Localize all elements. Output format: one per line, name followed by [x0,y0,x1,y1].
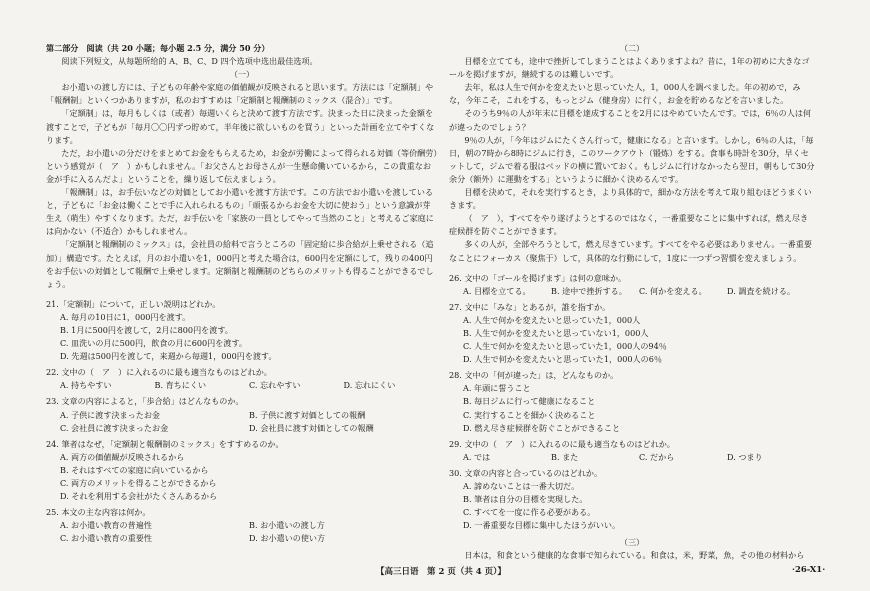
option-22-c[interactable]: C. 忘れやすい [249,380,301,391]
question-22: 22. 文中の（ ア ）に入れるのに最も適当なものはどれか。 [46,367,272,378]
option-30-a[interactable]: A. 諦めないことは一番大切だ。 [463,481,580,491]
option-30-c[interactable]: C. すべてを一度に作る必要がある。 [463,507,596,518]
options-25-ab [46,519,438,532]
option-27-c[interactable]: C. 人生で何かを変えたいと思っていた1，000人の94％ [463,341,667,352]
option-27-a[interactable]: A. 人生で何かを変えたいと思っていた1，000人 [463,314,641,325]
option-21-b[interactable]: B. 1月に500円を渡して，2月に800円を渡す。 [60,324,233,335]
option-26-b[interactable]: B. 途中で挫折する。 [551,285,627,296]
option-22-b[interactable]: B. 育ちにくい [154,380,207,391]
option-30-b[interactable]: B. 筆者は自分の目標を実現した。 [463,494,588,505]
question-25: 25. 本文の主な内容は何か。 [46,507,151,518]
option-29-b[interactable]: B. また [551,451,579,462]
option-24-c[interactable]: C. 両方のメリットを得ることができるから [60,478,217,488]
passage-2-number: （二） [619,43,645,53]
option-29-c[interactable]: C. だから [639,451,675,462]
option-26-c[interactable]: C. 何かを変える。 [639,285,707,296]
option-22-d[interactable]: D. 忘れにくい [343,380,396,391]
passage-1-paragraph: 「定額制と報酬制のミックス」は，会社員の給料で言うところの「固定給に歩合給が上乗せされる（追加）」構造です。たとえば，月のお小遣いを1，000円と考えた場合は，600円を定額にして，残りの400円をお手伝いの対価として報酬で上乗せします。定額制と報酬制のどちらのメリットも得ることができるでしょう。 [46,239,434,289]
option-29-a[interactable]: A. では [463,451,491,462]
passage-1-number: （一） [229,69,255,80]
option-28-c[interactable]: C. 実行することを細かく決めること [463,409,596,420]
passage-2-paragraph: 9％の人が，「今年はジムにたくさん行って，健康になる」と言います。しかし，6％の人は，「毎日，朝の7時から8時にジムに行き，このワークアウト（锻炼）をする。食事も時計を30分，早くセットして，ジムで着る服はベッドの横に置いておく。もしジムに行けなかったら翌日，朝もして30分余分（额外）に運動をする」というように細かく決めるんです。 [449,134,815,184]
option-27-b[interactable]: B. 人生で何かを変えたいと思っていない1，000人 [463,327,649,338]
footer-page-number: 【高三日语 第 2 页（共 4 页）】 [376,567,506,577]
passage-1-paragraph: 「報酬制」は，お手伝いなどの対価としてお小遣いを渡す方法です。この方法でお小遣いを渡していると，子どもに「お金は働くことで手に入れられるもの」「頑張るからお金を大切に使おう」という意識が芽生え（萌生）やすくなります。ただ，お手伝いを「家族の一員としてやって当然のこと」と考えるご家庭には向かない（不适合）かもしれません。 [46,187,434,237]
passage-2-paragraph: 目標を決めて，それを実行するとき，より具体的で，細かな方法を考えて取り組むほどうまくいきます。 [449,187,812,211]
option-29-d[interactable]: D. つまり [727,451,763,462]
option-25-d[interactable]: D. お小遣いの使い方 [249,533,326,544]
question-29: 29. 文中の（ ア ）に入れるのに最も適当なものはどれか。 [449,438,675,449]
option-25-a[interactable]: A. お小遣い教育の普遍性 [60,520,152,531]
question-24: 24. 筆者はなぜ，「定額制と報酬制のミックス」をすすめるのか。 [46,438,284,449]
passage-3-number: （三） [619,537,645,548]
option-21-c[interactable]: C. 皿洗いの月に500円，飲食の月に600円を渡す。 [60,338,247,349]
options-25-cd [46,532,438,545]
question-23: 23. 文章の内容によると，「歩合給」はどんなものか。 [46,396,244,407]
option-28-b[interactable]: B. 毎日ジムに行って健康になること [463,396,596,407]
question-28: 28. 文中の「何が違った」は，どんなものか。 [449,370,619,381]
left-column [46,42,438,545]
option-25-b[interactable]: B. お小遣いの渡し方 [249,520,325,531]
passage-1-paragraph: お小遣いの渡し方には、子どもの年齢や家庭の価値観が反映されると思います。方法には「定額制」や「報酬制」といくつかありますが，私のおすすめは「定額制と報酬制のミックス（混合）」です。 [46,82,434,106]
question-21: 21.「定額制」について，正しい説明はどれか。 [46,298,221,309]
option-22-a[interactable]: A. 持ちやすい [60,380,112,391]
option-24-b[interactable]: B. それはすべての家庭に向いているから [60,464,209,475]
passage-3-first-line: 日本は，和食という健康的な食事で知られている。和食は，米，野菜，魚，その他の材料から [464,550,805,561]
option-26-d[interactable]: D. 調査を続ける。 [727,285,796,296]
option-21-a[interactable]: A. 毎月の10日に1，000円を渡す。 [60,311,191,322]
passage-2-paragraph: 去年，私は人生で何かを変えたいと思っていた人，1，000人を調べました。年の初めで，みな，今年こそ，これをする，もっとジム（健身房）に行く，お金を貯めるなどを言いました。 [449,82,801,106]
question-27: 27. 文中に「みな」とあるが，誰を指すか。 [449,301,611,312]
option-28-d[interactable]: D. 燃え尽き症候群を防ぐことができること [463,422,621,433]
options-26 [449,285,815,298]
option-24-a[interactable]: A. 両方の価値観が反映されるから [60,451,185,462]
passage-1-paragraph: ただ，お小遣いの分だけをまとめてお金をもらえるため，お金が労働によって得られる対価（等价酬劳）という感覚が（ ア ）かもしれません。「お父さんとお母さんが一生懸命働いているから，この貴重なお金が手に入るんだよ」ということを，繰り返して伝えましょう。 [46,147,438,184]
option-30-d[interactable]: D. 一番重要な目標に集中したほうがいい。 [463,520,621,531]
footer-exam-code: ·26-X1· [792,565,826,575]
option-28-a[interactable]: A. 年頭に誓うこと [463,383,531,394]
section-title: 第二部分 阅读（共 20 小题；每小题 2.5 分，满分 50 分） [46,43,270,53]
passage-2-paragraph: そのうち9％の人が年末に目標を達成することを2月にはやめていたんです。では，6％の人は何が違ったのでしょう？ [449,108,812,132]
option-25-c[interactable]: C. お小遣い教育の重要性 [60,533,152,544]
passage-2-paragraph: 多くの人が，全部やろうとして，燃え尽きています。すべてをやる必要はありません。一番重要なことにフォーカス（聚焦于）して，具体的な行動にして，1度に一つずつ習慣を変えましょう。 [449,239,812,263]
option-21-d[interactable]: D. 先週は500円を渡して，来週から毎週1，000円を渡す。 [60,351,277,362]
options-23-ab [46,409,438,422]
passage-1-paragraph: 「定額制」は，毎月もしくは（或者）毎週いくらと決めて渡す方法です。決まった日に決まった金額を渡すことで，子どもが「毎月〇〇円ずつ貯めて，半年後に欲しいものを買う」といった計画を立てやすくなります。 [46,108,435,145]
option-23-a[interactable]: A. 子供に渡す決まったお金 [60,409,161,420]
option-26-a[interactable]: A. 目標を立てる。 [463,285,531,296]
passage-2-paragraph: 目標を立てても，途中で挫折してしまうことはよくありますよね？昔に，1年の初めに大きなゴールを掲げますが，継続するのは難しいです。 [449,56,810,80]
option-23-c[interactable]: C. 会社員に渡す決まったお金 [60,422,169,433]
option-27-d[interactable]: D. 人生で何かを変えたいと思っていた1，000人の6％ [463,354,662,365]
right-column [449,42,815,563]
reading-instruction: 阅读下列短文，从每题所给的 A、B、C、D 四个选项中选出最佳选项。 [61,56,318,67]
options-29 [449,451,815,464]
options-23-cd [46,422,438,435]
option-23-b[interactable]: B. 子供に渡す対価としての報酬 [249,409,366,420]
option-23-d[interactable]: D. 会社員に渡す対価としての報酬 [249,422,374,433]
question-26: 26. 文中の「ゴールを掲げます」は何の意味か。 [449,272,627,283]
passage-2-paragraph: （ ア ），すべてをやり遂げようとするのではなく，一番重要なことに集中すれば，燃え尽き症候群を防ぐことができます。 [449,213,809,237]
question-30: 30. 文章の内容と合っているのはどれか。 [449,467,603,478]
options-22 [46,379,438,392]
option-24-d[interactable]: D. それを利用する会社がたくさんあるから [60,491,218,502]
